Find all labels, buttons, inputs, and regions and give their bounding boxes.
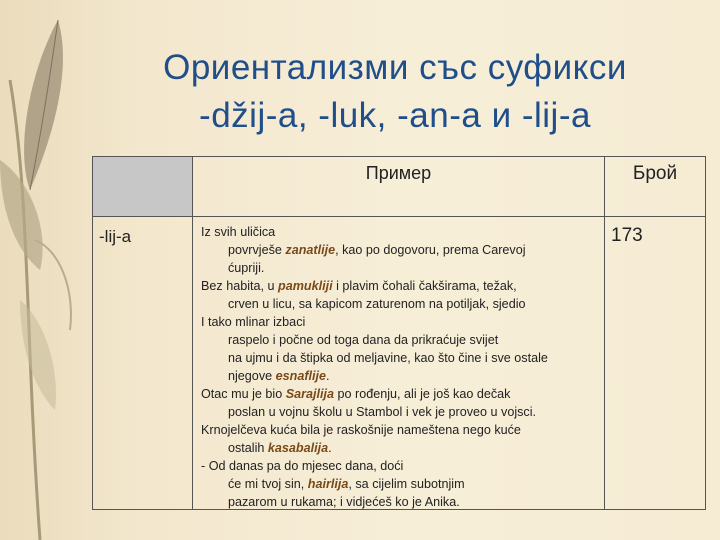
- keyword-highlight: esnaflije: [275, 369, 327, 383]
- example-line: ćupriji.: [228, 261, 265, 275]
- example-paragraph: [201, 421, 596, 457]
- example-line: ostalih kasabalija.: [228, 441, 332, 455]
- example-line: crven u licu, sa kapicom zaturenom na potiljak, sjedio: [228, 297, 526, 311]
- example-line: Iz svih uličica: [201, 225, 276, 239]
- title-line-2: -džij-a, -luk, -an-a и -lij-a: [199, 96, 591, 135]
- example-line: njegove esnaflije.: [228, 369, 330, 383]
- keyword-highlight: kasabalija: [267, 441, 329, 455]
- example-line: pazarom u rukama; i vidjećeš ko je Anika.: [228, 495, 460, 509]
- example-paragraph: [201, 457, 596, 511]
- title-line-1: Ориентализми със суфикси: [163, 48, 627, 87]
- example-paragraph: [201, 223, 596, 277]
- count-value: 173: [611, 225, 643, 246]
- keyword-highlight: pamukliji: [278, 279, 333, 293]
- example-line: I tako mlinar izbaci: [201, 315, 306, 329]
- example-line: na ujmu i da štipka od meljavine, kao što čine i sve ostale: [228, 351, 548, 365]
- example-line: poslan u vojnu školu u Stambol i vek je proveo u vojsci.: [228, 405, 537, 419]
- example-line: će mi tvoj sin, hairlija, sa cijelim subotnjim: [228, 477, 465, 491]
- example-line: Otac mu je bio Sarajlija po rođenju, ali je još kao dečak: [201, 387, 511, 401]
- example-line: povrvješe zanatlije, kao po dogovoru, prema Carevoj: [228, 243, 526, 257]
- keyword-highlight: zanatlije: [285, 243, 336, 257]
- header-example: Пример: [193, 157, 605, 217]
- example-paragraph: [201, 277, 596, 313]
- examples-table: [92, 156, 706, 510]
- slide-title: [0, 44, 720, 140]
- keyword-highlight: Sarajlija: [285, 387, 335, 401]
- example-line: Bez habita, u pamukliji i plavim čohali čakširama, težak,: [201, 279, 517, 293]
- example-line: raspelo i počne od toga dana da prikraćuje svijet: [228, 333, 499, 347]
- header-count: Брой: [605, 157, 705, 217]
- suffix-label: -lij-a: [93, 217, 193, 509]
- example-line: - Od danas pa do mjesec dana, doći: [201, 459, 404, 473]
- example-paragraph: [201, 313, 596, 385]
- table-corner-cell: [93, 157, 193, 217]
- keyword-highlight: hairlija: [307, 477, 349, 491]
- example-line: Krnojelčeva kuća bila je raskošnije nameštena nego kuće: [201, 423, 521, 437]
- example-paragraph: [201, 385, 596, 421]
- examples-cell: [193, 217, 605, 509]
